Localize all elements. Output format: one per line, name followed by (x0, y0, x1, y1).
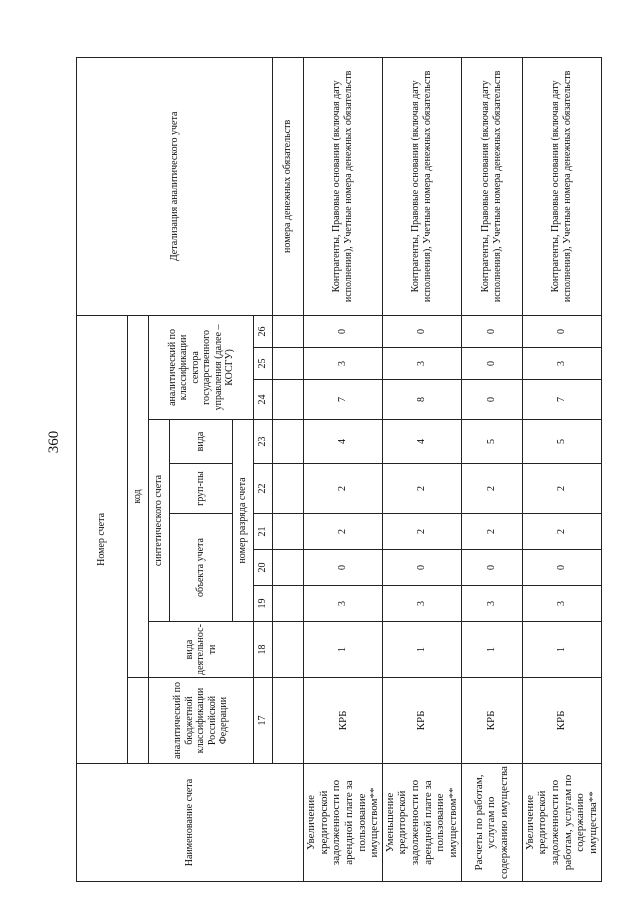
cell-value: КРБ (382, 678, 461, 764)
header-blank-cell (128, 678, 149, 764)
header-group: груп-пы (170, 464, 233, 514)
cell-value: 3 (304, 586, 383, 622)
header-budget-classification: аналитический по бюджетной классификации Российской Федерации (149, 678, 254, 764)
blank-cell (273, 464, 304, 514)
header-activity-type: вида деятельнос-ти (149, 622, 254, 678)
header-code: код (128, 315, 149, 677)
column-number: 23 (254, 420, 273, 464)
cell-value: КРБ (304, 678, 383, 764)
header-kind: вида (170, 420, 233, 464)
header-digit-number: номер разряда счета (233, 420, 254, 622)
cell-value: 2 (304, 514, 383, 550)
cell-value: 1 (382, 622, 461, 678)
cell-value: 0 (461, 315, 522, 347)
table-row (522, 57, 601, 881)
blank-cell (273, 678, 304, 764)
cell-value: 4 (382, 420, 461, 464)
cell-value: 3 (382, 586, 461, 622)
header-detail: Детализация аналитического учета (77, 57, 273, 315)
blank-cell (273, 550, 304, 586)
cell-value: 0 (461, 550, 522, 586)
column-number: 24 (254, 380, 273, 420)
column-number: 20 (254, 550, 273, 586)
header-debt-numbers: номера денежных обязательств (273, 57, 304, 315)
row-detail: Контрагенты, Правовые основания (включая дату исполнения), Учетные номера денежных обязательств (461, 57, 522, 315)
column-number: 18 (254, 622, 273, 678)
cell-value: 0 (522, 315, 601, 347)
cell-value: 2 (382, 514, 461, 550)
column-number: 17 (254, 678, 273, 764)
column-number: 19 (254, 586, 273, 622)
cell-value: 0 (461, 380, 522, 420)
cell-value: 2 (304, 464, 383, 514)
page-number: 360 (46, 430, 62, 454)
row-account-name: Уменьшение кредиторской задолженности по арендной плате за пользование имуществом** (382, 764, 461, 882)
cell-value: 5 (522, 420, 601, 464)
header-account-name: Наименование счета (77, 764, 304, 882)
rotated-table-wrapper (76, 58, 599, 882)
cell-value: 2 (382, 464, 461, 514)
table-row (304, 57, 383, 881)
blank-cell (273, 380, 304, 420)
header-kosgu: аналитический по классификации сектора государственного управления (далее – КОСГУ) (149, 315, 254, 419)
header-row-7 (273, 57, 304, 881)
cell-value: 3 (522, 348, 601, 380)
header-account-number: Номер счета (77, 315, 128, 763)
column-number: 26 (254, 315, 273, 347)
accounts-table (76, 57, 602, 882)
row-detail: Контрагенты, Правовые основания (включая дату исполнения), Учетные номера денежных обязательств (304, 57, 383, 315)
cell-value: 0 (304, 315, 383, 347)
column-number: 21 (254, 514, 273, 550)
cell-value: 0 (522, 550, 601, 586)
table-row (461, 57, 522, 881)
header-account-object: объекта учета (170, 514, 233, 622)
cell-value: 1 (522, 622, 601, 678)
column-number: 25 (254, 348, 273, 380)
cell-value: 0 (461, 348, 522, 380)
cell-value: 0 (382, 550, 461, 586)
blank-cell (273, 315, 304, 347)
table-row (382, 57, 461, 881)
cell-value: КРБ (461, 678, 522, 764)
cell-value: 2 (522, 464, 601, 514)
cell-value: 1 (461, 622, 522, 678)
row-account-name: Расчеты по работам, услугам по содержанию имущества (461, 764, 522, 882)
row-account-name: Увеличение кредиторской задолженности по работам, услугам по содержанию имущества** (522, 764, 601, 882)
cell-value: 8 (382, 380, 461, 420)
header-row-1 (77, 57, 128, 881)
cell-value: 2 (461, 464, 522, 514)
row-detail: Контрагенты, Правовые основания (включая дату исполнения), Учетные номера денежных обязательств (522, 57, 601, 315)
cell-value: 5 (461, 420, 522, 464)
cell-value: 7 (522, 380, 601, 420)
cell-value: 3 (522, 586, 601, 622)
row-account-name: Увеличение кредиторской задолженности по арендной плате за пользование имуществом** (304, 764, 383, 882)
blank-cell (273, 514, 304, 550)
blank-cell (273, 586, 304, 622)
cell-value: 3 (304, 348, 383, 380)
cell-value: 0 (304, 550, 383, 586)
cell-value: 4 (304, 420, 383, 464)
blank-cell (273, 622, 304, 678)
cell-value: 1 (304, 622, 383, 678)
cell-value: КРБ (522, 678, 601, 764)
row-detail: Контрагенты, Правовые основания (включая дату исполнения), Учетные номера денежных обязательств (382, 57, 461, 315)
column-number: 22 (254, 464, 273, 514)
cell-value: 2 (461, 514, 522, 550)
blank-cell (273, 420, 304, 464)
cell-value: 2 (522, 514, 601, 550)
header-synthetic: синтетического счета (149, 420, 170, 622)
cell-value: 7 (304, 380, 383, 420)
cell-value: 0 (382, 315, 461, 347)
blank-cell (273, 348, 304, 380)
cell-value: 3 (382, 348, 461, 380)
cell-value: 3 (461, 586, 522, 622)
